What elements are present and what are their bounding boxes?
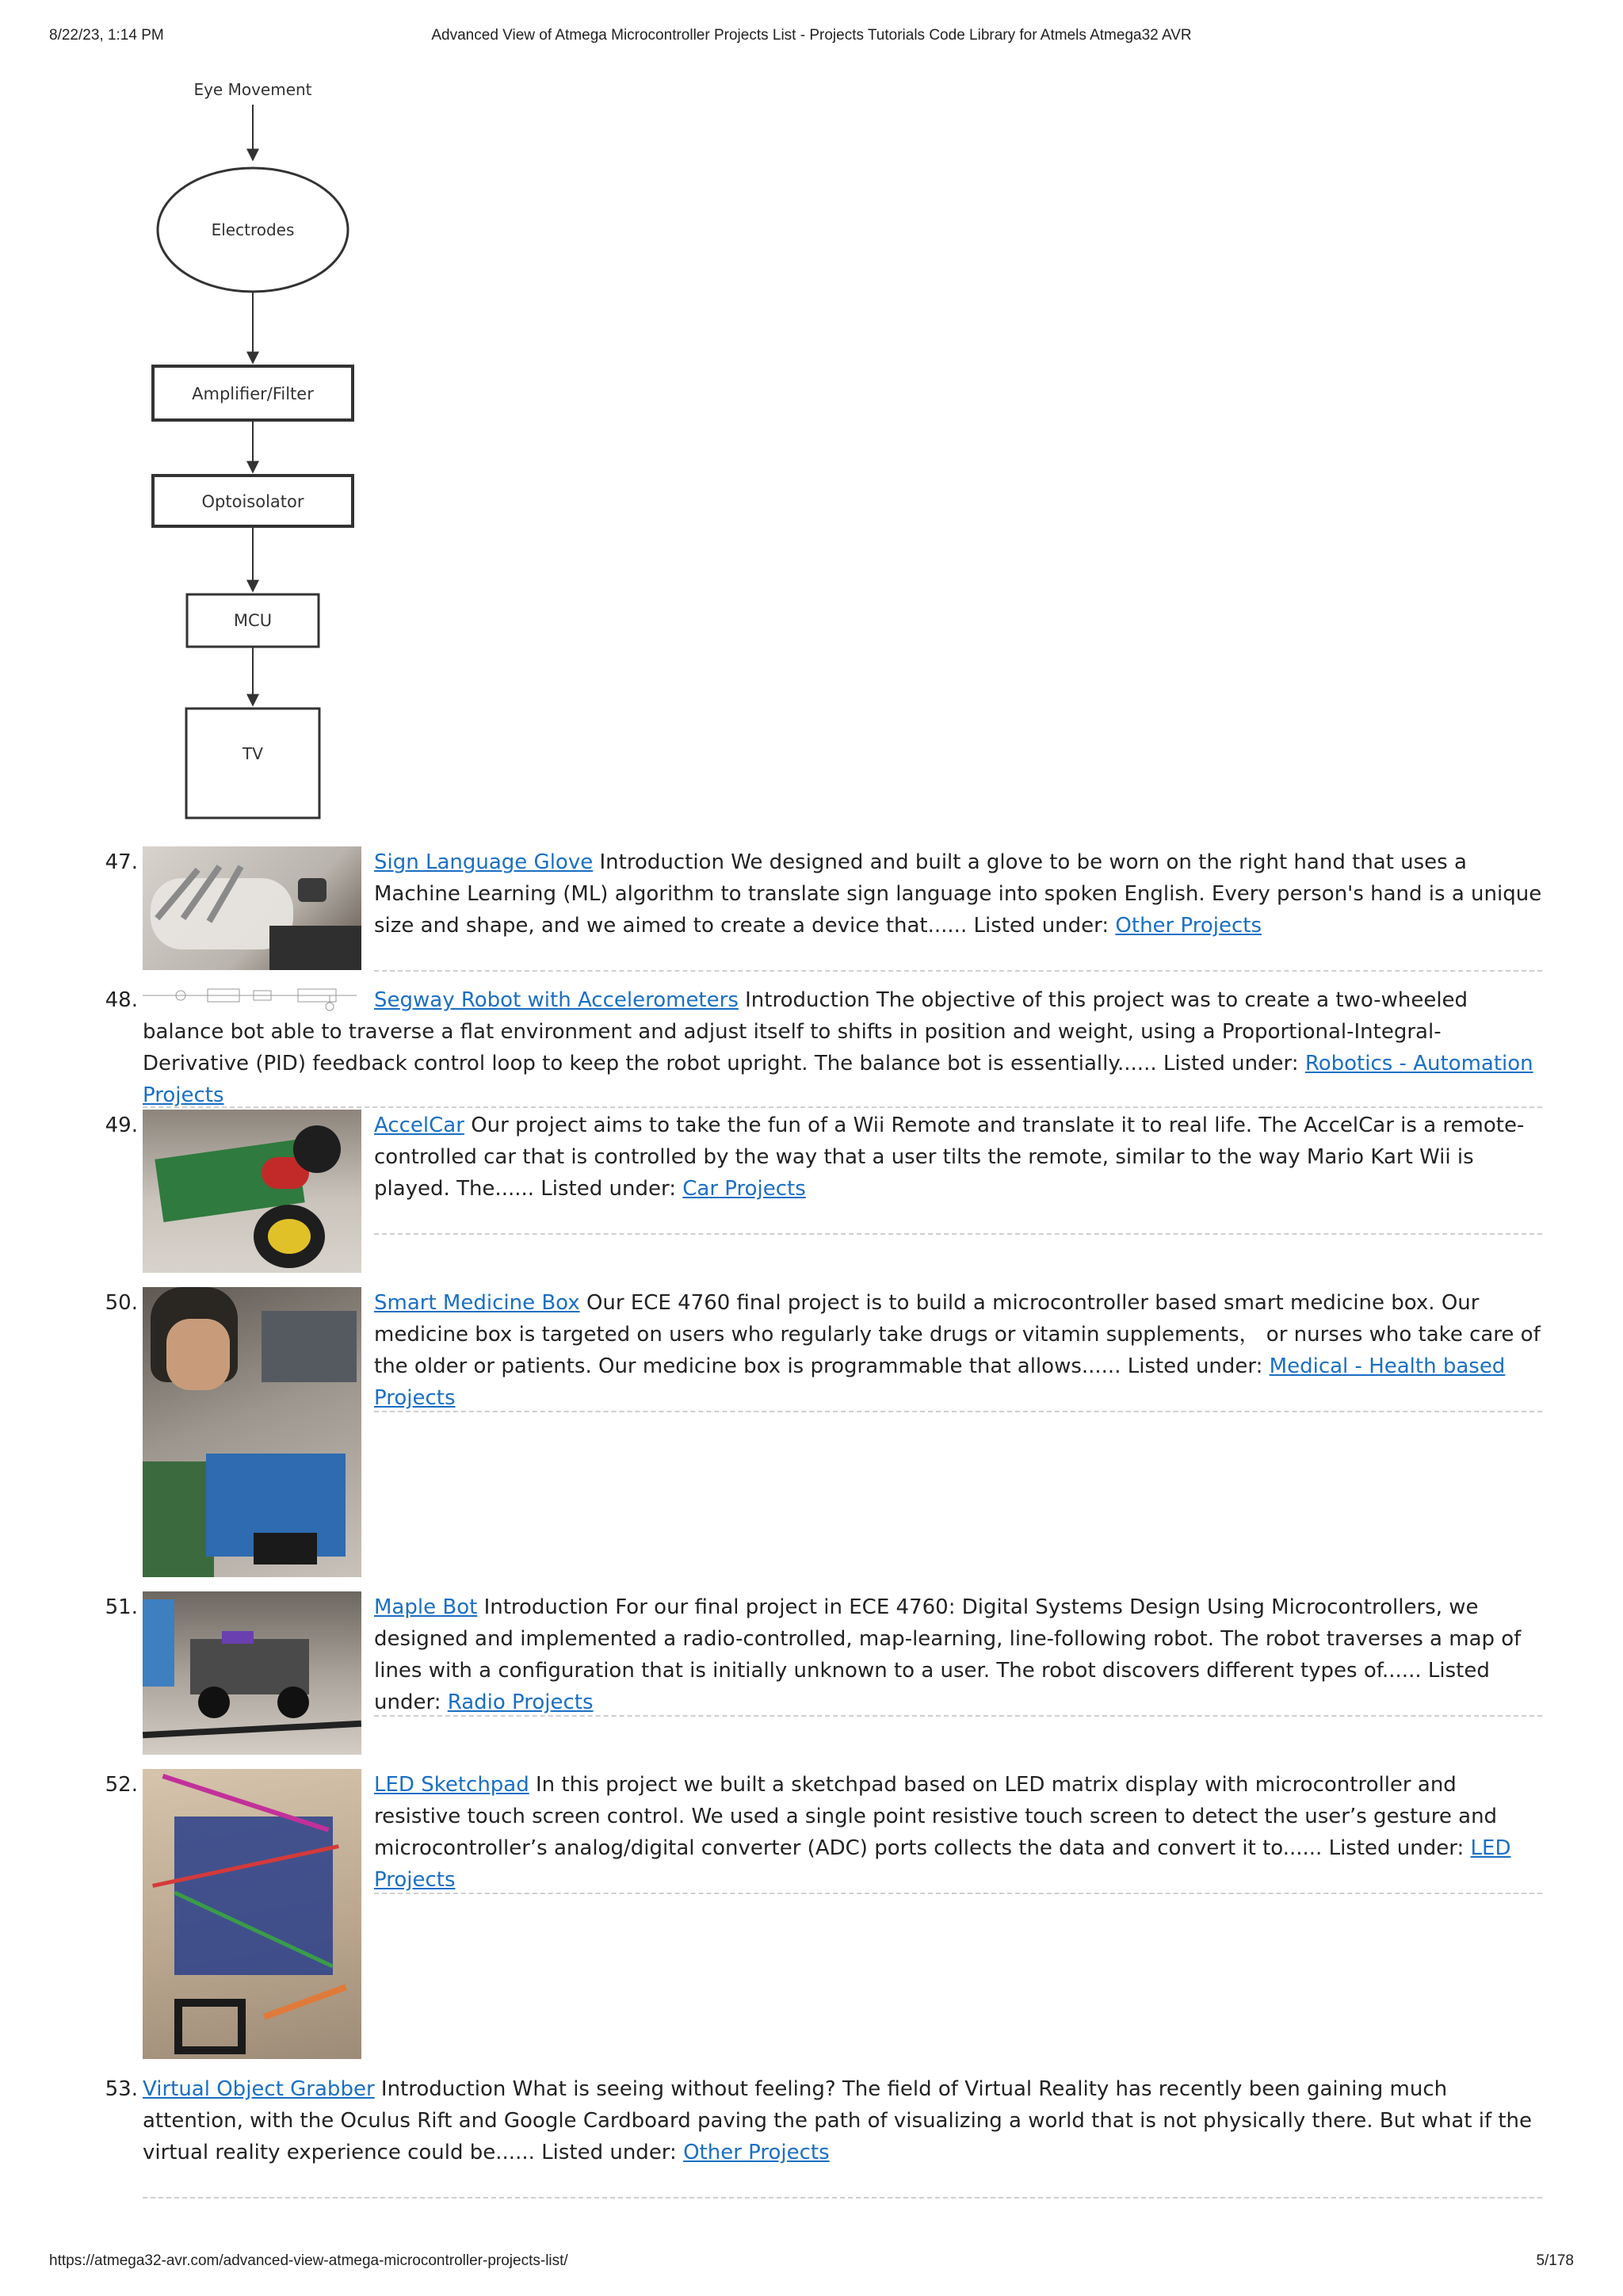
item-description: Our ECE 4760 final project is to build a microcontroller based smart medicine box. Our medicine box is targeted on users who regularly take drugs or vitamin supplements， or nurses who take care of the older or patients. Our medicine box is programmable that allows...... (374, 1291, 1541, 1378)
item-description: In this project we built a sketchpad based on LED matrix display with microcontroller and resistive touch screen control. We used a single point resistive touch screen to detect the user’s gesture and microcontroller’s analog/digital converter (ADC) ports collects the data and convert it to...... (374, 1773, 1498, 1860)
smart-medicine-box-thumbnail[interactable] (143, 1287, 361, 1577)
item-text (374, 1769, 1542, 1896)
project-list-item (87, 1591, 1542, 1758)
accelcar-thumbnail[interactable] (143, 1110, 361, 1273)
item-text (374, 1287, 1542, 1414)
category-link[interactable]: Medical - Health based Projects (374, 1354, 1506, 1410)
category-link[interactable]: Car Projects (682, 1177, 806, 1201)
listed-under-label: Listed under: (540, 1177, 676, 1201)
flow-node-label: Amplifier/Filter (192, 384, 314, 403)
item-text (143, 984, 1542, 1111)
item-separator (374, 1411, 1542, 1412)
category-link[interactable]: Robotics - Automation Projects (143, 1052, 1533, 1107)
print-datetime: 8/22/23, 1:14 PM (49, 27, 164, 44)
category-link[interactable]: Radio Projects (447, 1690, 594, 1714)
project-list-item (87, 2073, 1542, 2200)
print-page-number: 5/178 (1536, 2252, 1574, 2269)
item-text (374, 1591, 1542, 1718)
project-title-link[interactable]: Smart Medicine Box (374, 1291, 580, 1315)
item-separator (143, 1106, 1542, 1108)
print-page-title: Advanced View of Atmega Microcontroller Projects List - Projects Tutorials Code Library for Atmels Atmega32 AVR (431, 27, 1192, 44)
item-number: 52. (105, 1773, 138, 1797)
sign-language-glove-thumbnail[interactable] (143, 846, 361, 970)
item-separator (143, 2197, 1542, 2199)
listed-under-label: Listed under: (1328, 1836, 1465, 1860)
project-list-item (87, 984, 1542, 1107)
eog-flowchart-image (143, 68, 365, 821)
item-separator (374, 1893, 1542, 1894)
project-title-link[interactable]: Sign Language Glove (374, 850, 594, 874)
flow-node-label: Optoisolator (201, 492, 304, 511)
item-description: Our project aims to take the fun of a Wii Remote and translate it to real life. The AccelCar is a remote-controlled car that is controlled by the way that a user tilts the remote, similar to the way Mario Kart Wii is played. The...... (374, 1114, 1525, 1201)
item-separator (374, 1715, 1542, 1717)
flow-node-label: Electrodes (211, 220, 295, 239)
project-title-link[interactable]: AccelCar (374, 1114, 464, 1137)
category-link[interactable]: Other Projects (683, 2141, 830, 2164)
item-description: Introduction The objective of this project was to create a two-wheeled balance bot able to traverse a flat environment and adjust itself to shifts in position and weight, using a Proportional-Integral-Derivative (PID) feedback control loop to keep the robot upright. The balance bot is essentially...... (143, 988, 1468, 1075)
listed-under-label: Listed under: (1163, 1052, 1299, 1075)
item-number: 48. (105, 988, 138, 1012)
item-text (374, 1110, 1542, 1205)
flow-node-label: MCU (233, 611, 273, 630)
category-link[interactable]: LED Projects (374, 1836, 1511, 1892)
item-number: 47. (105, 850, 138, 874)
print-url: https://atmega32-avr.com/advanced-view-atmega-microcontroller-projects-list/ (49, 2252, 568, 2269)
project-list-item (87, 1110, 1542, 1276)
project-list-item (87, 1287, 1542, 1580)
flow-node-label: TV (242, 744, 263, 763)
listed-under-label: Listed under: (374, 1659, 1490, 1714)
item-number: 51. (105, 1595, 138, 1619)
item-separator (374, 970, 1542, 972)
project-title-link[interactable]: Maple Bot (374, 1595, 478, 1619)
project-title-link[interactable]: LED Sketchpad (374, 1773, 529, 1797)
item-number: 53. (105, 2077, 138, 2101)
project-list-item (87, 1769, 1542, 2062)
item-description: Introduction We designed and built a glove to be worn on the right hand that uses a Machine Learning (ML) algorithm to translate sign language into spoken English. Every person's hand is a unique size and shape, and we aimed to create a device that...... (374, 850, 1542, 938)
led-sketchpad-thumbnail[interactable] (143, 1769, 361, 2059)
item-number: 50. (105, 1291, 138, 1315)
category-link[interactable]: Other Projects (1115, 914, 1262, 938)
listed-under-label: Listed under: (541, 2141, 677, 2164)
listed-under-label: Listed under: (1127, 1354, 1263, 1378)
project-title-link[interactable]: Segway Robot with Accelerometers (374, 988, 739, 1012)
item-text (143, 2073, 1542, 2168)
item-text (374, 846, 1542, 942)
item-number: 49. (105, 1114, 138, 1137)
item-description: Introduction What is seeing without feeling? The field of Virtual Reality has recently been gaining much attention, with the Oculus Rift and Google Cardboard paving the path of visualizing a world that is not physically there. But what if the virtual reality experience could be...... (143, 2077, 1533, 2164)
listed-under-label: Listed under: (973, 914, 1109, 938)
maple-bot-thumbnail[interactable] (143, 1591, 361, 1755)
project-title-link[interactable]: Virtual Object Grabber (143, 2077, 375, 2101)
flow-node-box (186, 709, 319, 818)
item-description: Introduction For our final project in ECE 4760: Digital Systems Design Using Microcontrollers, we designed and implemented a radio-controlled, map-learning, line-following robot. The robot traverses a map of lines with a configuration that is initially unknown to a user. The robot discovers different types of...... (374, 1595, 1522, 1683)
flow-node-label: Eye Movement (193, 80, 312, 99)
flowchart-diagram (143, 68, 365, 821)
project-list-item (87, 846, 1542, 973)
item-separator (374, 1233, 1542, 1235)
